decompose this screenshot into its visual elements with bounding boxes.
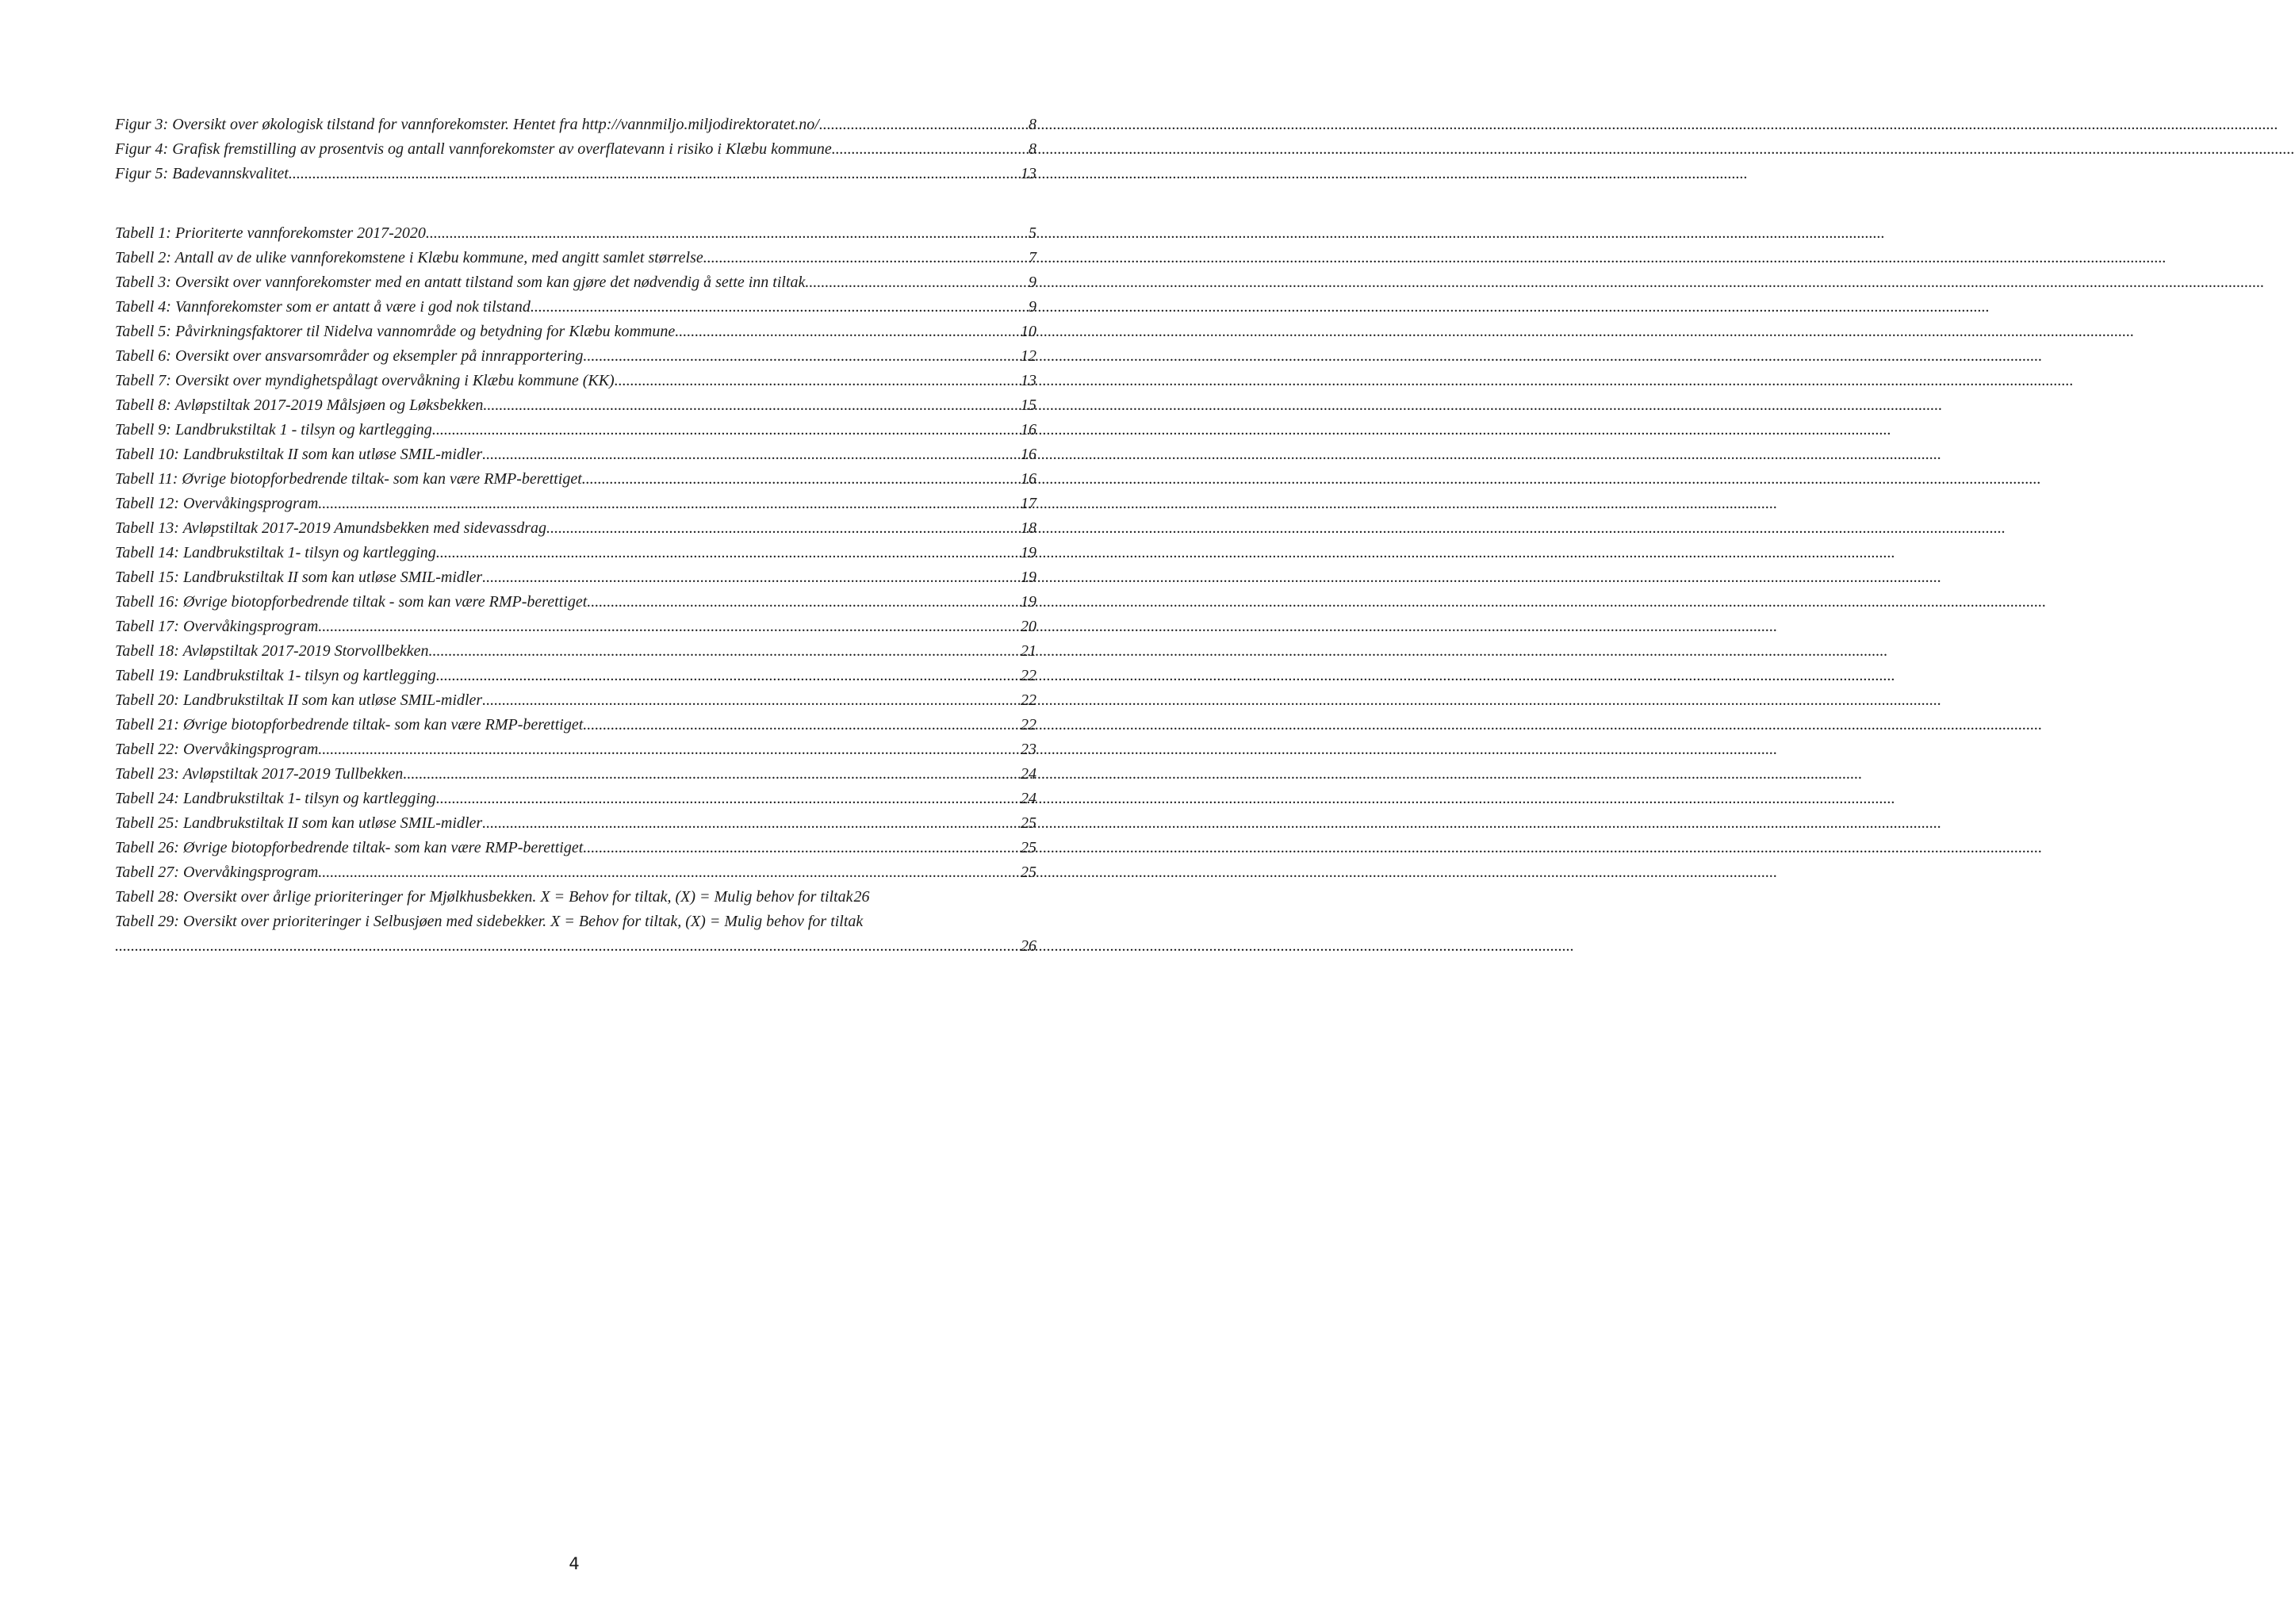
dot-leader <box>482 565 1020 590</box>
dot-leader <box>318 615 1020 639</box>
toc-entry-title: Tabell 1: Prioriterte vannforekomster 2017-2020 <box>115 224 426 242</box>
toc-entry-page: 16 <box>1021 421 1036 439</box>
toc-entry-table-25[interactable] <box>115 811 1036 836</box>
page-number: 4 <box>569 1554 580 1573</box>
toc-entry-table-29-continued[interactable] <box>115 934 1036 959</box>
toc-entry-title: Figur 4: Grafisk fremstilling av prosentvis og antall vannforekomster av overflatevann i risiko i Klæbu kommune. <box>115 140 836 158</box>
toc-entry-table-27[interactable] <box>115 860 1036 885</box>
toc-entry-figure-3[interactable] <box>115 113 1036 137</box>
toc-entry-page: 22 <box>1021 716 1036 733</box>
toc-entry-page: 15 <box>1021 396 1036 414</box>
toc-entry-table-23[interactable] <box>115 762 1036 787</box>
toc-entry-table-9[interactable] <box>115 418 1036 442</box>
toc-entry-title: Tabell 29: Oversikt over prioriteringer i Selbusjøen med sidebekker. X = Behov for tiltak, (X) = Mulig behov for tiltak <box>115 913 864 930</box>
toc-entry-table-7[interactable] <box>115 369 1036 393</box>
toc-entry-title: Tabell 18: Avløpstiltak 2017-2019 Storvollbekken <box>115 642 429 660</box>
toc-entry-table-8[interactable] <box>115 393 1036 418</box>
toc-entry-title: Tabell 19: Landbrukstiltak 1- tilsyn og kartlegging <box>115 667 436 684</box>
toc-entry-page: 25 <box>1021 839 1036 856</box>
dot-leader <box>583 344 1020 369</box>
toc-entry-page: 25 <box>1021 864 1036 881</box>
toc-entry-title: Figur 3: Oversikt over økologisk tilstand for vannforekomster. Hentet fra http://vannmiljo.miljodirektoratet.no/ <box>115 116 819 133</box>
toc-entry-table-4[interactable] <box>115 295 1036 320</box>
toc-entry-table-29[interactable] <box>115 910 1036 934</box>
toc-entry-table-26[interactable] <box>115 836 1036 860</box>
toc-entry-page: 23 <box>1021 741 1036 758</box>
dot-leader <box>482 442 1020 467</box>
toc-entry-title: Tabell 8: Avløpstiltak 2017-2019 Målsjøen og Løksbekken <box>115 396 484 414</box>
dot-leader <box>403 762 1020 787</box>
dot-leader <box>115 934 1020 959</box>
dot-leader <box>318 492 1020 516</box>
toc-entry-page: 24 <box>1021 790 1036 807</box>
toc-entry-page: 18 <box>1021 519 1036 537</box>
dot-leader <box>318 860 1020 885</box>
toc-entry-page: 9 <box>1029 298 1036 316</box>
toc-entry-table-11[interactable] <box>115 467 1036 492</box>
toc-entry-title: Tabell 10: Landbrukstiltak II som kan utløse SMIL-midler <box>115 446 483 463</box>
toc-entry-page: 19 <box>1021 593 1036 611</box>
toc-entry-page: 21 <box>1021 642 1036 660</box>
toc-entry-title: Tabell 11: Øvrige biotopforbedrende tiltak- som kan være RMP-berettiget <box>115 470 582 488</box>
toc-entry-table-17[interactable] <box>115 615 1036 639</box>
toc-entry-table-24[interactable] <box>115 787 1036 811</box>
toc-entry-title: Tabell 3: Oversikt over vannforekomster med en antatt tilstand som kan gjøre det nødvendig å sette inn tiltak <box>115 274 806 291</box>
toc-entry-title: Tabell 6: Oversikt over ansvarsområder og eksempler på innrapportering <box>115 347 584 365</box>
dot-leader <box>318 737 1020 762</box>
toc-entry-page: 8 <box>1029 116 1036 133</box>
toc-entry-title: Tabell 22: Overvåkingsprogram <box>115 741 319 758</box>
toc-entry-page: 24 <box>1021 765 1036 783</box>
toc-entry-title: Tabell 4: Vannforekomster som er antatt å være i god nok tilstand <box>115 298 531 316</box>
dot-leader <box>615 369 1020 393</box>
toc-entry-table-3[interactable] <box>115 270 1036 295</box>
toc-entry-title: Tabell 15: Landbrukstiltak II som kan utløse SMIL-midler <box>115 569 483 586</box>
toc-entry-page: 5 <box>1029 224 1036 242</box>
toc-entry-title: Tabell 13: Avløpstiltak 2017-2019 Amundsbekken med sidevassdrag <box>115 519 547 537</box>
toc-entry-page: 13 <box>1021 372 1036 389</box>
toc-entry-table-20[interactable] <box>115 688 1036 713</box>
toc-entry-page: 19 <box>1021 569 1036 586</box>
toc-entry-title: Tabell 21: Øvrige biotopforbedrende tiltak- som kan være RMP-berettiget <box>115 716 584 733</box>
toc-entry-table-12[interactable] <box>115 492 1036 516</box>
dot-leader <box>432 418 1020 442</box>
toc-entry-page: 16 <box>1021 470 1036 488</box>
toc-entry-page: 22 <box>1021 691 1036 709</box>
dot-leader <box>436 541 1020 565</box>
toc-entry-page: 8 <box>1029 140 1036 158</box>
toc-entry-title: Tabell 24: Landbrukstiltak 1- tilsyn og kartlegging <box>115 790 436 807</box>
toc-entry-page: 16 <box>1021 446 1036 463</box>
toc-entry-page: 25 <box>1021 814 1036 832</box>
toc-entry-figure-5[interactable] <box>115 162 1036 186</box>
dot-leader <box>587 590 1020 615</box>
toc-entry-title: Tabell 26: Øvrige biotopforbedrende tiltak- som kan være RMP-berettiget <box>115 839 584 856</box>
toc-entry-title: Tabell 7: Oversikt over myndighetspålagt overvåkning i Klæbu kommune (KK) <box>115 372 615 389</box>
toc-entry-page: 20 <box>1021 618 1036 635</box>
toc-entry-table-14[interactable] <box>115 541 1036 565</box>
dot-leader <box>436 787 1020 811</box>
toc-entry-page: 12 <box>1021 347 1036 365</box>
toc-entry-table-19[interactable] <box>115 664 1036 688</box>
toc-entry-table-10[interactable] <box>115 442 1036 467</box>
toc-entry-page: 22 <box>1021 667 1036 684</box>
dot-leader <box>426 221 1028 246</box>
toc-entry-title: Tabell 5: Påvirkningsfaktorer til Nidelva vannområde og betydning for Klæbu kommune <box>115 323 676 340</box>
toc-entry-page: 10 <box>1021 323 1036 340</box>
table-list <box>115 221 1036 959</box>
dot-leader <box>819 113 1028 137</box>
dot-leader <box>583 836 1020 860</box>
toc-entry-table-21[interactable] <box>115 713 1036 737</box>
toc-entry-title: Tabell 20: Landbrukstiltak II som kan utløse SMIL-midler <box>115 691 483 709</box>
toc-entry-page: 13 <box>1021 165 1036 182</box>
toc-entry-page: 26 <box>1021 937 1036 955</box>
dot-leader <box>836 137 1028 162</box>
toc-entry-page: 17 <box>1021 495 1036 512</box>
toc-entry-table-13[interactable] <box>115 516 1036 541</box>
toc-entry-figure-4[interactable] <box>115 137 1036 162</box>
toc-entry-table-16[interactable] <box>115 590 1036 615</box>
dot-leader <box>289 162 1020 186</box>
toc-entry-page: 19 <box>1021 544 1036 561</box>
toc-entry-table-6[interactable] <box>115 344 1036 369</box>
toc-entry-title: Tabell 16: Øvrige biotopforbedrende tiltak - som kan være RMP-berettiget <box>115 593 588 611</box>
dot-leader <box>429 639 1020 664</box>
toc-entry-table-2[interactable] <box>115 246 1036 270</box>
toc-entry-title: Tabell 25: Landbrukstiltak II som kan utløse SMIL-midler <box>115 814 483 832</box>
toc-entry-title: Tabell 27: Overvåkingsprogram <box>115 864 319 881</box>
dot-leader <box>707 246 1028 270</box>
toc-entry-title: Tabell 9: Landbrukstiltak 1 - tilsyn og kartlegging <box>115 421 432 439</box>
toc-entry-table-5[interactable] <box>115 320 1036 344</box>
toc-entry-title: Tabell 28: Oversikt over årlige prioriteringer for Mjølkhusbekken. X = Behov for tiltak, (X) = Mulig behov for tiltak <box>115 888 853 906</box>
dot-leader <box>675 320 1020 344</box>
toc-entry-title: Tabell 2: Antall av de ulike vannforekomstene i Klæbu kommune, med angitt samlet størrelse. <box>115 249 707 266</box>
toc-entry-title: Tabell 12: Overvåkingsprogram <box>115 495 319 512</box>
dot-leader <box>436 664 1020 688</box>
dot-leader <box>805 270 1028 295</box>
dot-leader <box>546 516 1020 541</box>
dot-leader <box>483 393 1020 418</box>
dot-leader <box>482 811 1020 836</box>
toc-entry-page: 9 <box>1029 274 1036 291</box>
toc-entry-page: 7 <box>1029 249 1036 266</box>
toc-entry-title: Tabell 14: Landbrukstiltak 1- tilsyn og kartlegging <box>115 544 436 561</box>
toc-entry-table-15[interactable] <box>115 565 1036 590</box>
toc-entry-table-18[interactable] <box>115 639 1036 664</box>
toc-entry-table-22[interactable] <box>115 737 1036 762</box>
toc-entry-page: 26 <box>853 888 870 906</box>
dot-leader <box>531 295 1028 320</box>
toc-entry-title: Tabell 17: Overvåkingsprogram <box>115 618 319 635</box>
toc-entry-title: Tabell 23: Avløpstiltak 2017-2019 Tullbekken <box>115 765 404 783</box>
dot-leader <box>482 688 1020 713</box>
toc-entry-table-1[interactable] <box>115 221 1036 246</box>
toc-entry-title: Figur 5: Badevannskvalitet <box>115 165 289 182</box>
dot-leader <box>582 467 1020 492</box>
dot-leader <box>583 713 1020 737</box>
figure-list <box>115 113 1036 186</box>
toc-entry-table-28[interactable] <box>115 885 1036 910</box>
